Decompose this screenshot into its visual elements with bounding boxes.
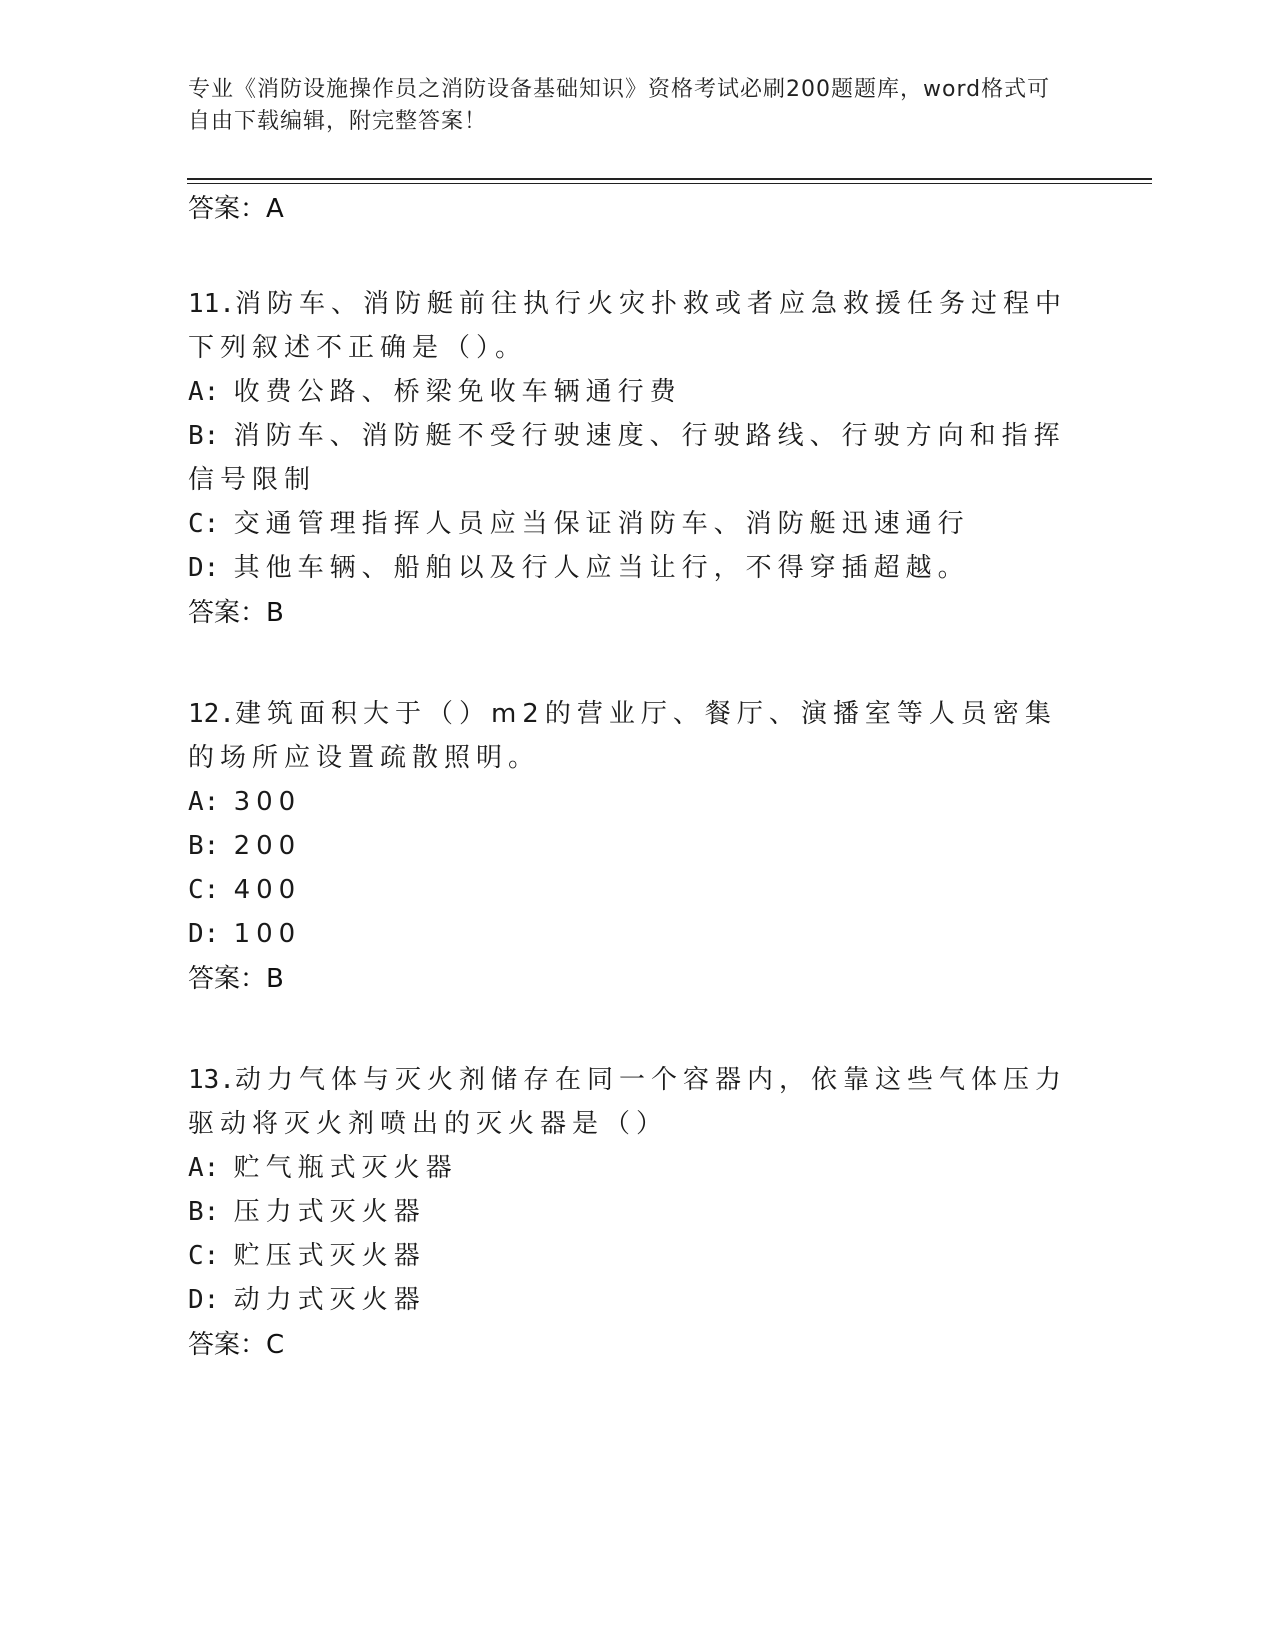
header-divider-thin xyxy=(187,183,1152,184)
question-number: 12. xyxy=(188,699,235,729)
question-number: 11. xyxy=(188,289,235,319)
option-text: 动力式灭火器 xyxy=(233,1285,426,1315)
option-letter: A: xyxy=(188,1153,220,1183)
option-letter: A: xyxy=(188,787,220,817)
option-d xyxy=(188,1278,1088,1322)
option-a xyxy=(188,1146,1088,1190)
option-text: 400 xyxy=(233,875,302,905)
page-header: 专业《消防设施操作员之消防设备基础知识》资格考试必刷200题题库，word格式可自由下载编辑，附完整答案！ xyxy=(188,77,1051,134)
option-text: 压力式灭火器 xyxy=(233,1197,426,1227)
option-text: 300 xyxy=(233,787,302,817)
question-stem xyxy=(188,282,1088,370)
option-letter: B: xyxy=(188,831,220,861)
header-divider-thick xyxy=(187,178,1152,180)
option-letter: C: xyxy=(188,1241,220,1271)
question-text: 动力气体与灭火剂储存在同一个容器内，依靠这些气体压力驱动将灭火剂喷出的灭火器是（） xyxy=(188,1065,1067,1139)
question-answer: 答案：C xyxy=(188,1330,285,1360)
option-letter: A: xyxy=(188,377,220,407)
option-text: 贮气瓶式灭火器 xyxy=(233,1153,458,1183)
option-c xyxy=(188,502,1088,546)
question-13 xyxy=(188,1058,1088,1368)
option-text: 收费公路、桥梁免收车辆通行费 xyxy=(233,377,682,407)
question-text: 消防车、消防艇前往执行火灾扑救或者应急救援任务过程中下列叙述不正确是（）。 xyxy=(188,289,1067,363)
option-letter: D: xyxy=(188,553,220,583)
option-letter: C: xyxy=(188,509,220,539)
option-text: 其他车辆、船舶以及行人应当让行，不得穿插超越。 xyxy=(233,553,970,583)
option-letter: C: xyxy=(188,875,220,905)
question-11 xyxy=(188,282,1088,636)
document-body xyxy=(188,192,1088,1368)
option-text: 200 xyxy=(233,831,302,861)
option-d xyxy=(188,546,1088,590)
option-c xyxy=(188,1234,1088,1278)
previous-answer: 答案：A xyxy=(188,194,284,224)
option-text: 贮压式灭火器 xyxy=(233,1241,426,1271)
option-letter: D: xyxy=(188,919,220,949)
option-text: 交通管理指挥人员应当保证消防车、消防艇迅速通行 xyxy=(233,509,970,539)
option-letter: B: xyxy=(188,1197,220,1227)
option-b xyxy=(188,1190,1088,1234)
option-text: 100 xyxy=(233,919,302,949)
question-12 xyxy=(188,692,1088,1002)
question-answer: 答案：B xyxy=(188,598,284,628)
question-answer: 答案：B xyxy=(188,964,284,994)
option-d xyxy=(188,912,1088,956)
option-text: 消防车、消防艇不受行驶速度、行驶路线、行驶方向和指挥信号限制 xyxy=(188,421,1066,495)
question-stem xyxy=(188,692,1088,780)
option-b xyxy=(188,824,1088,868)
question-text: 建筑面积大于（）m2的营业厅、餐厅、演播室等人员密集的场所应设置疏散照明。 xyxy=(188,699,1057,773)
option-b xyxy=(188,414,1088,502)
option-a xyxy=(188,370,1088,414)
question-stem xyxy=(188,1058,1088,1146)
question-number: 13. xyxy=(188,1065,235,1095)
option-letter: B: xyxy=(188,421,220,451)
option-c xyxy=(188,868,1088,912)
option-letter: D: xyxy=(188,1285,220,1315)
option-a xyxy=(188,780,1088,824)
